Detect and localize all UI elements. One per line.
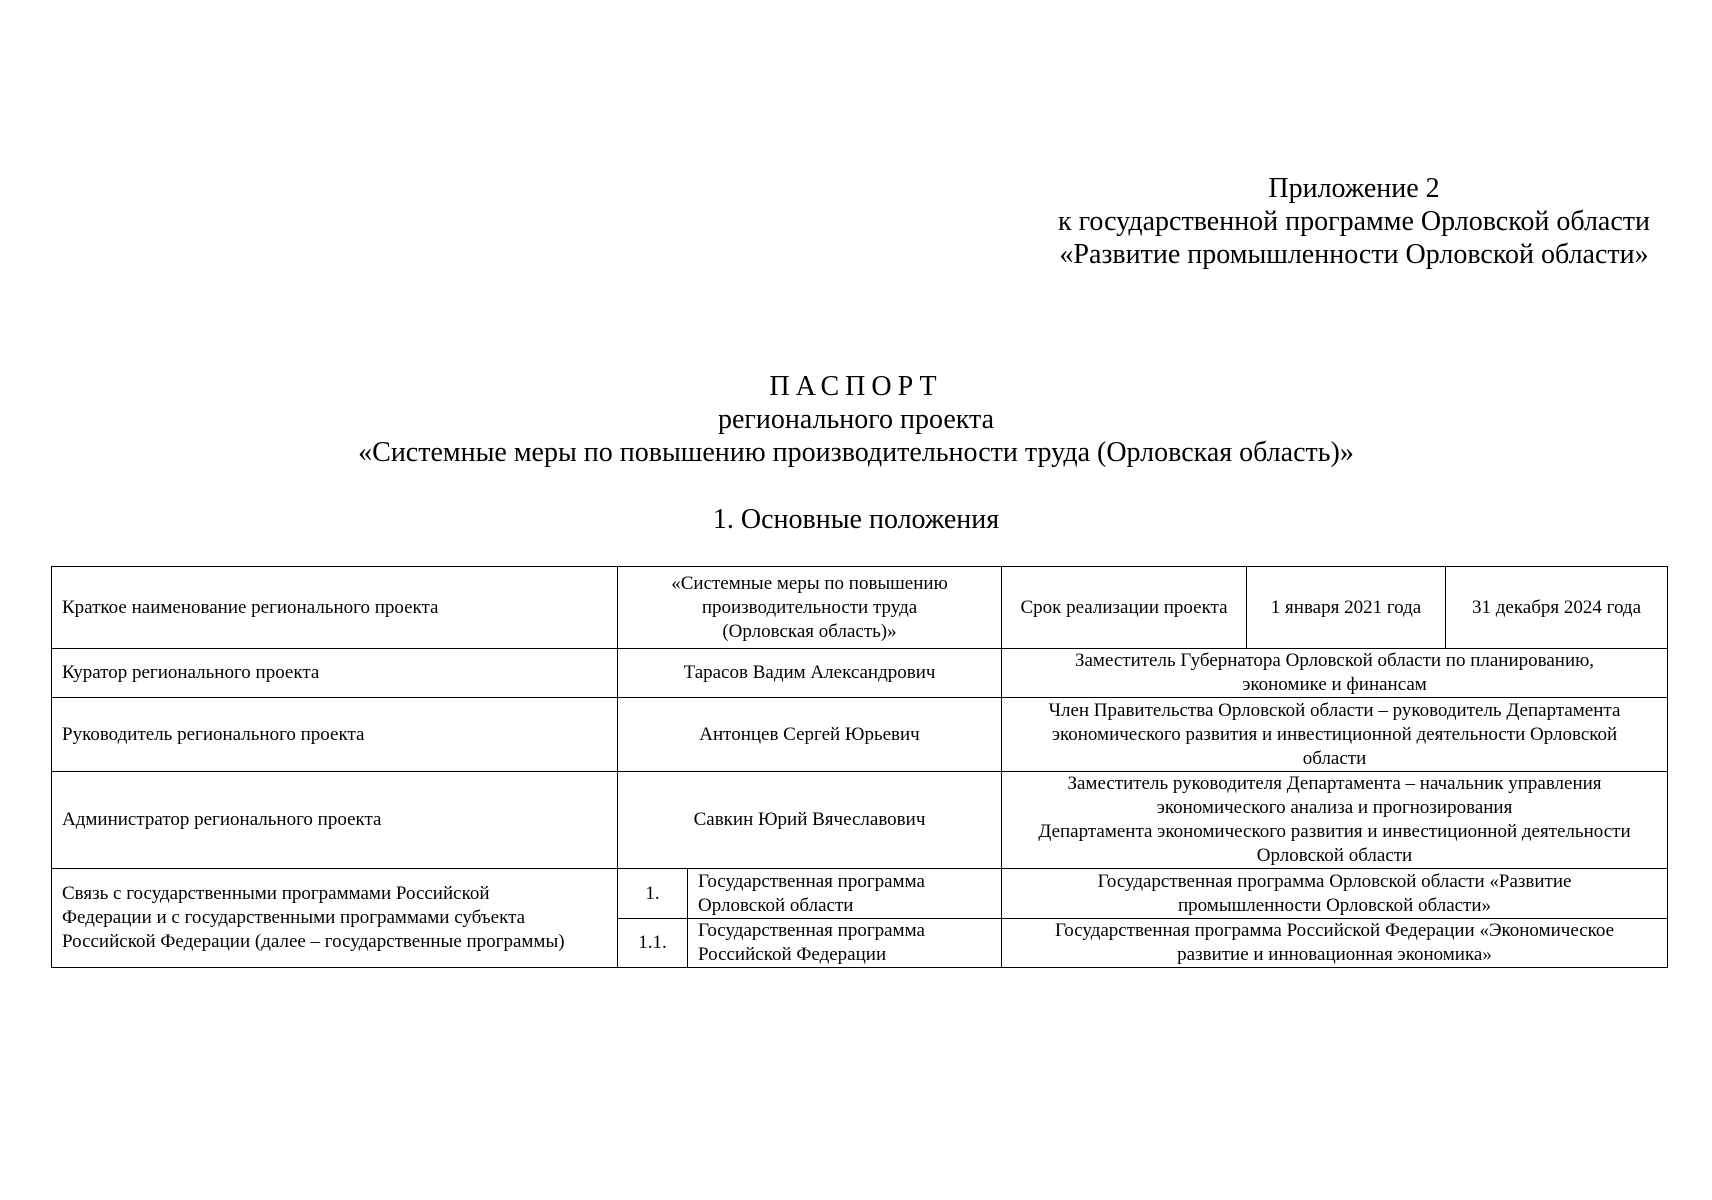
program-type	[688, 919, 1002, 968]
short-name-value-line: (Орловская область)»	[722, 620, 897, 642]
appendix-program-name: «Развитие промышленности Орловской области»	[1059, 239, 1649, 270]
administrator-position-line: Заместитель руководителя Департамента – начальник управления	[1067, 773, 1602, 794]
program-name	[1002, 919, 1668, 968]
curator-label: Куратор регионального проекта	[52, 649, 618, 698]
short-name-value-line: «Системные меры по повышению	[671, 572, 948, 594]
document-title	[0, 370, 1712, 469]
short-name-value	[618, 567, 1002, 649]
program-number: 1.1.	[618, 919, 688, 968]
programs-label	[52, 869, 618, 968]
curator-position	[1002, 649, 1668, 698]
head-position-line: экономического развития и инвестиционной деятельности Орловской	[1051, 723, 1618, 745]
program-type-line: Орловской области	[698, 894, 854, 916]
project-name: «Системные меры по повышению производительности труда (Орловская область)»	[358, 437, 1354, 468]
table-row-short-name	[52, 567, 1668, 649]
administrator-position-line: Орловской области	[1256, 845, 1413, 866]
term-label: Срок реализации проекта	[1002, 567, 1247, 649]
table-row-curator	[52, 649, 1668, 698]
program-type-line: Государственная программа	[698, 920, 925, 941]
curator-position-line: Заместитель Губернатора Орловской области по планированию,	[1074, 650, 1595, 671]
administrator-position-line: экономического анализа и прогнозирования	[1156, 797, 1513, 818]
head-position	[1002, 698, 1668, 772]
short-name-value-line: производительности труда	[701, 596, 918, 618]
term-end: 31 декабря 2024 года	[1446, 567, 1668, 649]
head-label: Руководитель регионального проекта	[52, 698, 618, 772]
passport-subtitle: регионального проекта	[717, 404, 995, 435]
passport-table	[51, 566, 1668, 968]
programs-label-line: Связь с государственными программами Российской	[62, 883, 490, 904]
program-name-line: развитие и инновационная экономика»	[1177, 944, 1492, 965]
table-row-administrator	[52, 772, 1668, 869]
administrator-name: Савкин Юрий Вячеславович	[618, 772, 1002, 869]
program-number: 1.	[618, 869, 688, 919]
section-heading: 1. Основные положения	[712, 504, 1000, 535]
appendix-header	[1058, 172, 1650, 271]
program-type-line: Российской Федерации	[698, 944, 887, 965]
head-position-line: области	[1302, 747, 1367, 769]
administrator-label: Администратор регионального проекта	[52, 772, 618, 869]
administrator-position	[1002, 772, 1668, 869]
program-name	[1002, 869, 1668, 919]
program-type	[688, 869, 1002, 919]
programs-label-line: Федерации и с государственными программами субъекта	[62, 907, 526, 928]
table-row-program	[52, 869, 1668, 919]
term-start: 1 января 2021 года	[1247, 567, 1446, 649]
passport-heading: ПАСПОРТ	[769, 371, 943, 402]
head-name: Антонцев Сергей Юрьевич	[618, 698, 1002, 772]
appendix-program-ref: к государственной программе Орловской области	[1058, 206, 1650, 237]
administrator-position-line: Департамента экономического развития и инвестиционной деятельности	[1038, 821, 1631, 842]
programs-label-line: Российской Федерации (далее – государственные программы)	[62, 931, 565, 952]
curator-position-line: экономике и финансам	[1242, 674, 1427, 695]
program-name-line: Государственная программа Российской Федерации «Экономическое	[1054, 920, 1615, 941]
head-position-line: Член Правительства Орловской области – руководитель Департамента	[1048, 699, 1621, 721]
short-name-label: Краткое наименование регионального проекта	[52, 567, 618, 649]
program-name-line: промышленности Орловской области»	[1177, 894, 1492, 916]
table-row-head	[52, 698, 1668, 772]
program-type-line: Государственная программа	[698, 870, 925, 892]
program-name-line: Государственная программа Орловской области «Развитие	[1097, 870, 1572, 892]
curator-name: Тарасов Вадим Александрович	[618, 649, 1002, 698]
appendix-number: Приложение 2	[1268, 173, 1440, 204]
